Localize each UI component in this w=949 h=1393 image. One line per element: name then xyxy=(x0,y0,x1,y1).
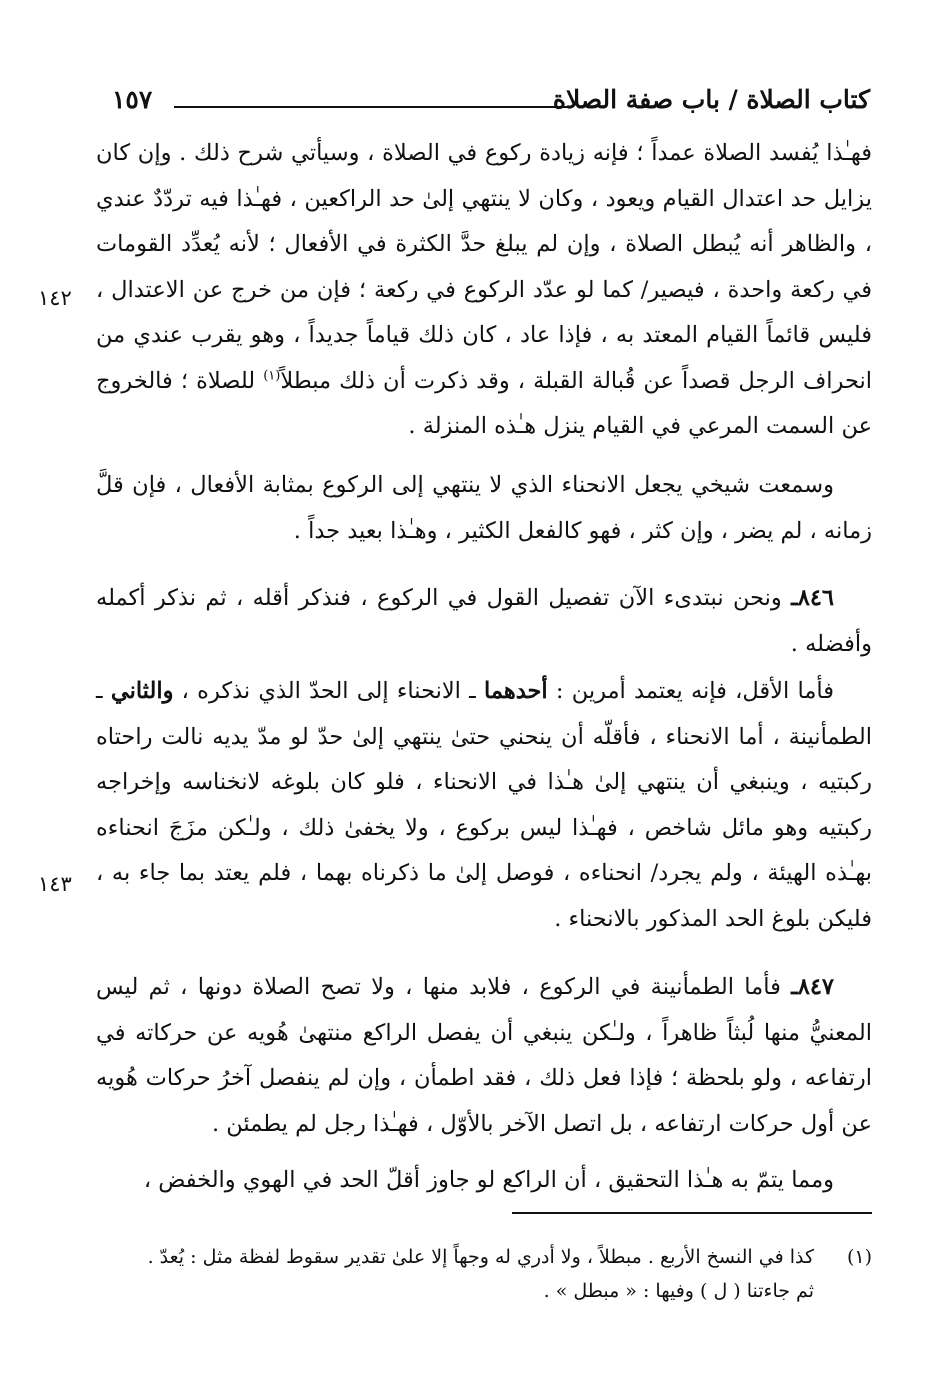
paragraph-1 xyxy=(96,131,872,450)
paragraph-3 xyxy=(96,576,872,667)
footnote-reference: (١) xyxy=(263,368,281,383)
paragraph-2 xyxy=(96,463,872,554)
page-number: ١٥٧ xyxy=(112,85,153,114)
paragraph-1-text: فهـٰذا يُفسد الصلاة عمداً ؛ فإنه زيادة ركوع في الصلاة ، وسيأتي شرح ذلك . وإن كان يزايل حد اعتدال القيام ويعود ، وكان لا ينتهي إلىٰ حد الراكعين ، فهـٰذا فيه تردّدٌ عندي ، والظاهر أنه يُبطل الصلاة ، وإن لم يبلغ حدَّ الكثرة في الأفعال ؛ لأنه يُعدِّد القومات في ركعة واحدة ، فيصير/ كما لو عدّد الركوع في ركعة ؛ فإن من خرج عن الاعتدال ، فليس قائماً القيام المعتد به ، فإذا عاد ، كان ذلك قياماً جديداً ، وهو يقرب عندي من انحراف الرجل قصداً عن قُبالة القبلة ، وقد ذكرت أن ذلك مبطلاً xyxy=(96,140,872,394)
footnote xyxy=(147,1240,872,1308)
footnote-number: (١) xyxy=(846,1246,872,1268)
paragraph-4-second: والثاني xyxy=(110,678,174,704)
footnote-line-1: كذا في النسخ الأربع . مبطلاً ، ولا أدري له وجهاً إلا علىٰ تقدير سقوط لفظة مثل : يُعدّ . xyxy=(147,1246,814,1268)
paragraph-2-text: وسمعت شيخي يجعل الانحناء الذي لا ينتهي إلى الركوع بمثابة الأفعال ، فإن قلَّ زمانه ، لم يضر ، وإن كثر ، فهو كالفعل الكثير ، وهـٰذا بعيد جداً . xyxy=(96,472,872,544)
paragraph-5-text: فأما الطمأنينة في الركوع ، فلابد منها ، ولا تصح الصلاة دونها ، ثم ليس المعنيُّ منها لُبثاً ظاهراً ، ولـٰكن ينبغي أن يفصل الراكع منتهىٰ هُويه عن حركاته في ارتفاعه ، ولو بلحظة ؛ فإذا فعل ذلك ، فقد اطمأن ، وإن لم ينفصل آخرُ حركات هُويه عن أول حركات ارتفاعه ، بل اتصل الآخر بالأوّل ، فهـٰذا رجل لم يطمئن . xyxy=(96,974,872,1137)
paragraph-4 xyxy=(96,669,872,942)
paragraph-3-text: ونحن نبتدىء الآن تفصيل القول في الركوع ، فنذكر أقله ، ثم نذكر أكمله وأفضله . xyxy=(96,585,872,657)
footnote-rule xyxy=(512,1212,872,1214)
paragraph-6-text: ومما يتمّ به هـٰذا التحقيق ، أن الراكع لو جاوز أقلّ الحد في الهوي والخفض ، xyxy=(143,1167,834,1193)
paragraph-1-end: للصلاة ؛ فالخروج عن السمت المرعي في القيام ينزل هـٰذه المنزلة . xyxy=(96,367,872,439)
margin-reference-2: ١٤٣ xyxy=(38,872,72,896)
paragraph-4-part-a: فأما الأقل، فإنه يعتمد أمرين : xyxy=(547,678,834,704)
footnote-line-2: ثم جاءتنا ( ل ) وفيها : « مبطل » . xyxy=(543,1280,814,1302)
header-title: كتاب الصلاة / باب صفة الصلاة xyxy=(552,85,870,114)
section-number-846: ٨٤٦ـ xyxy=(791,585,834,611)
paragraph-4-part-c: ـ الانحناء إلى الحدّ الذي نذكره ، xyxy=(173,678,484,704)
running-header xyxy=(112,80,870,120)
margin-reference-1: ١٤٢ xyxy=(38,286,72,310)
paragraph-6 xyxy=(96,1158,872,1204)
paragraph-4-first: أحدهما xyxy=(483,678,548,704)
section-number-847: ٨٤٧ـ xyxy=(791,974,834,1000)
paragraph-5 xyxy=(96,965,872,1147)
header-rule xyxy=(174,106,572,108)
paragraph-4-part-e: ـ الطمأنينة ، أما الانحناء ، فأقلّه أن ينحني حتىٰ ينتهي إلىٰ حدّ لو مدّ يديه نالت راحتاه ركبتيه ، وينبغي أن ينتهي إلىٰ هـٰذا في الانحناء ، فلو كان بلوغه لانخناسه وإخراجه ركبتيه وهو مائل شاخص ، فهـٰذا ليس بركوع ، ولا يخفىٰ ذلك ، ولـٰكن مزَجَ انحناءه بهـٰذه الهيئة ، ولم يجرد/ انحناءه ، فوصل إلىٰ ما ذكرناه بهما ، فلم يعتد بما جاء به ، فليكن بلوغ الحد المذكور بالانحناء . xyxy=(96,678,872,932)
